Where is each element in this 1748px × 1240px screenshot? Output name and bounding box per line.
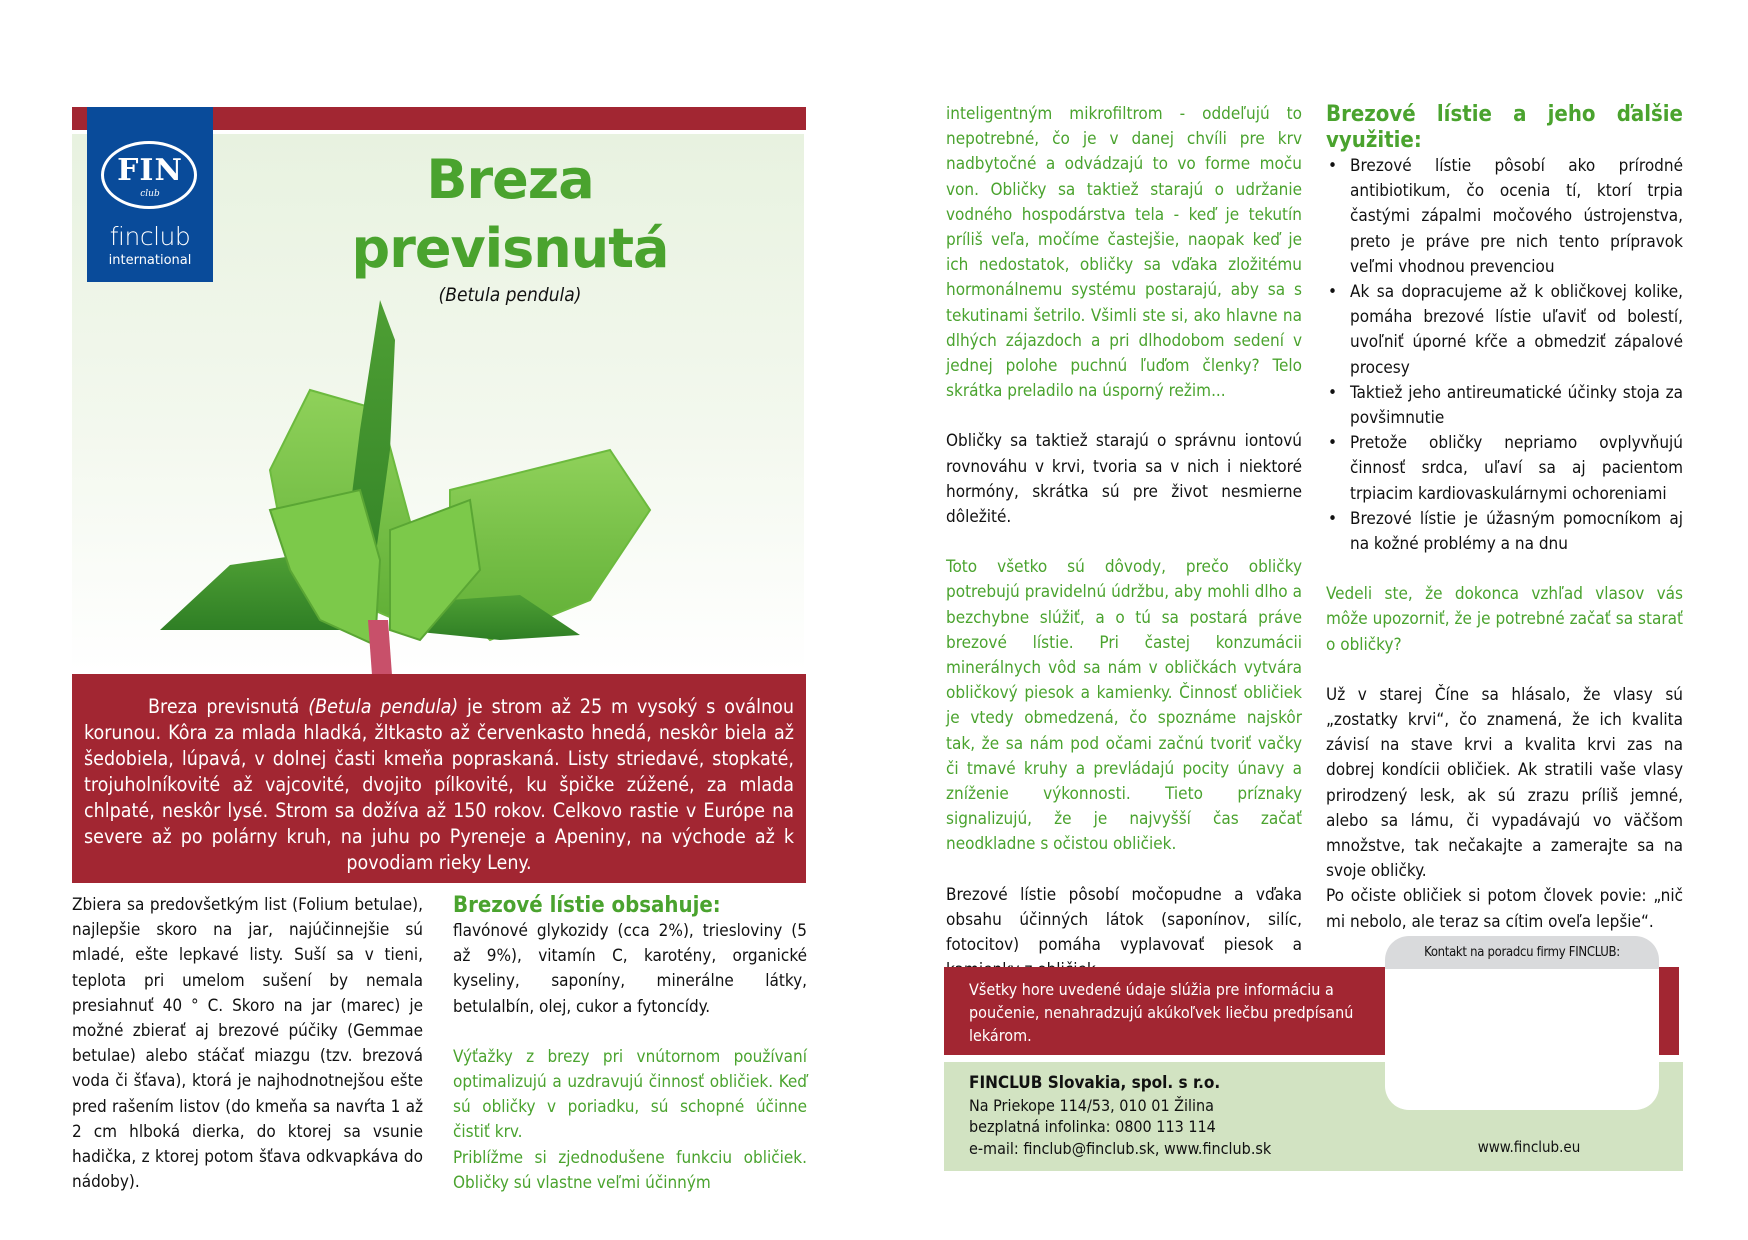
company-email[interactable]: e-mail: finclub@finclub.sk, www.finclub.sk: [969, 1138, 1272, 1158]
disclaimer-text: Všetky hore uvedené údaje slúžia pre informáciu a poučenie, nenahradzujú akúkoľvek liečbu predpísanú lekárom.: [969, 980, 1354, 1045]
birch-leaves-image: [120, 300, 740, 680]
contact-label: Kontakt na poradcu firmy FINCLUB:: [1385, 936, 1659, 969]
company-address: Na Priekope 114/53, 010 01 Žilina: [969, 1095, 1214, 1115]
desc-pre: Breza previsnutá: [148, 695, 309, 718]
contents-text: flavónové glykozidy (cca 2%), triesloviny (5 až 9%), vitamín C, karotény, organické kyseliny, saponíny, minerálne látky, betulalbín, olej, cukor a fytoncídy.: [453, 921, 807, 1017]
company-name: FINCLUB Slovakia, spol. s r.o.: [969, 1073, 1221, 1093]
desc-post: je strom až 25 m vysoký s oválnou korunou. Kôra za mlada hladká, žltkasto až červenkasto hnedá, neskôr biela až šedobiela, lúpavá, v dolnej časti kmeňa popraskaná. Listy striedavé, stopkaté, trojuholníkovité až vajcovité, dvojito pílkovité, ku špičke zúžené, za mlada chlpaté, neskôr lysé. Strom sa dožíva až 150 rokov. Celkovo rastie v Európe na severe až po polárny kruh, na juhu po Pyreneje a Apeniny, na východe až k povodiam rieky Leny.: [84, 695, 794, 874]
uses-list: [1326, 154, 1683, 557]
uses-column: [1326, 102, 1683, 935]
company-info: [969, 1072, 1271, 1159]
maintenance-text: Toto všetko sú dôvody, prečo obličky potrebujú pravidelnú údržbu, aby mohli dlho a bezchybne slúžiť, a o tú sa postará práve brezové lístie. Pri častej konzumácii minerálnych vôd sa nám v obličkách vytvára obličkový piesok a kamienky. Činnosť obličiek je vtedy obmedzená, čo spoznáme najskôr tak, že sa nám pod očami začnú tvoriť vačky či tmavé kruhy a prevládajú pocity únavy a zníženie výkonnosti. Tieto príznaky signalizujú, že je najvyšší čas začať neodkladne s očistou obličiek.: [946, 557, 1302, 855]
kidney-filter-text: inteligentným mikrofiltrom - oddeľujú to nepotrebné, čo je v danej chvíli pre krv nadbytočné a odvádzajú to vo forme moču von. Obličky sa taktiež starajú o udržanie vodného hospodárstva tela - keď je tekutín príliš veľa, močíme častejšie, naopak keď je ich nedostatok, obličky sa vďaka zložitému hormonálnemu systému postarajú, aby sa s tekutinami šetrilo. Všimli ste si, ako hlavne na dlhých zájazdoch a pri dlhodobom sedení v jednej polohe puchnú ľuďom členky? Telo skrátka preladilo na úsporný režim...: [946, 104, 1302, 402]
uses-heading: Brezové lístie a jeho ďalšie využitie:: [1326, 102, 1683, 153]
kidney-column: [946, 102, 1302, 984]
contents-column: [453, 893, 807, 1196]
list-item: • Ak sa dopracujeme až k obličkovej kolike, pomáha brezové lístie uľaviť od bolestí, uvoľniť úporné kŕče a obmedziť zápalové procesy: [1326, 280, 1683, 381]
description-box: [72, 674, 806, 883]
page-title-line2: previsnutá: [351, 217, 669, 280]
finclub-logo: [87, 107, 213, 282]
website-link[interactable]: www.finclub.eu: [1477, 1138, 1581, 1156]
desc-latin: (Betula pendula): [308, 695, 459, 718]
logo-sub: club: [140, 189, 160, 199]
company-phone: bezplatná infolinka: 0800 113 114: [969, 1117, 1216, 1136]
logo-mark: FIN: [117, 153, 183, 188]
page-title-line1: Breza: [426, 148, 594, 211]
stem: [368, 620, 392, 675]
description-text: [84, 694, 794, 876]
list-item: • Taktiež jeho antireumatické účinky stoja za povšimnutie: [1326, 381, 1683, 431]
list-item: • Brezové lístie je úžasným pomocníkom aj na kožné problémy a na dnu: [1326, 507, 1683, 557]
quote-text: Po očiste obličiek si potom človek povie: „nič mi nebolo, ale teraz sa cítim oveľa lepšie“.: [1326, 886, 1683, 932]
ion-balance-text: Obličky sa taktiež starajú o správnu iontovú rovnováhu v krvi, tvoria sa v nich i niektoré hormóny, skrátka sú pre život nesmierne dôležité.: [946, 431, 1302, 528]
contact-box: [1385, 936, 1659, 1110]
logo-tagline: international: [108, 253, 192, 268]
latin-name: (Betula pendula): [438, 284, 582, 306]
china-text: Už v starej Číne sa hlásalo, že vlasy sú „zostatky krvi“, čo znamená, že ich kvalita závisí na stave krvi a kvalita krvi zas na dobrej kondícii obličiek. Ak stratili vaše vlasy prirodzený lesk, ak sú zrazu príliš jemné, alebo sa lámu, či vypadávajú vo väčšom množstve, tak nečakajte a zamerajte sa na svoje obličky.: [1326, 684, 1683, 882]
hair-question-text: Vedeli ste, že dokonca vzhľad vlasov vás môže upozorniť, že je potrebné začať sa starať o obličky?: [1326, 584, 1683, 655]
extracts-text: Výťažky z brezy pri vnútornom používaní optimalizujú a uzdravujú činnosť obličiek. Keď sú obličky v poriadku, sú schopné účinne čistiť krv.: [453, 1046, 807, 1143]
contents-heading: Brezové lístie obsahuje:: [453, 893, 721, 918]
logo-name: finclub: [109, 222, 191, 251]
kidney-intro-text: Priblížme si zjednodušene funkciu obličiek. Obličky sú vlastne veľmi účinným: [453, 1147, 807, 1193]
diuretic-text: Brezové lístie pôsobí močopudne a vďaka obsahu účinných látok (saponínov, silíc, fotocitov) pomáha vyplavovať piesok a: [946, 884, 1302, 956]
list-item: • Brezové lístie pôsobí ako prírodné antibiotikum, čo ocenia tí, ktorí trpia častými zápalmi močového ústrojenstva, preto je práve pre nich tento prípravok veľmi vhodnou prevenciou: [1326, 154, 1683, 280]
list-item: • Pretože obličky nepriamo ovplyvňujú činnosť srdca, uľaví sa aj pacientom trpiacim kardiovaskulárnymi ochoreniami: [1326, 431, 1683, 507]
harvesting-text: Zbiera sa predovšetkým list (Folium betulae), najlepšie skoro na jar, najúčinnejšie sú mladé, ešte lepkavé listy. Suší sa v tieni, teplota pri umelom sušení by nemala presiahnuť 40 ° C. Skoro na jar (marec) je možné zbierať aj brezové púčiky (Gemmae betulae) alebo stáčať miazgu (tzv. brezová voda či šťava), ktorá je najhodnotnejšou ešte pred rašením listov (do kmeňa sa navŕta 1 až 2 cm hlboká dierka, do ktorej sa vsunie hadička, z ktorej potom šťava odkvapkáva do nádoby).: [72, 895, 423, 1193]
